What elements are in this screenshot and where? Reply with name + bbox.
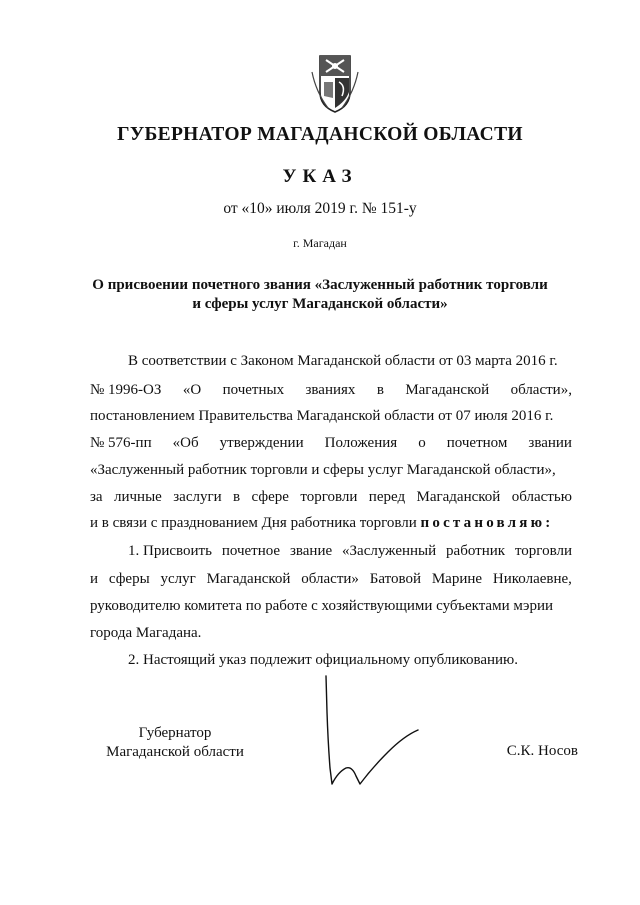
decree-heading: [60, 276, 580, 314]
word: перед: [368, 489, 406, 505]
body-line-justified: [90, 434, 572, 452]
word: Магаданской: [405, 382, 490, 398]
word: заслуги: [173, 489, 222, 505]
word: 1. Присвоить: [128, 543, 212, 559]
heading-line: О присвоении почетного звания «Заслуженный работник торговли: [92, 277, 548, 293]
word: Магаданской: [416, 489, 501, 505]
word: и: [90, 571, 99, 587]
word: в: [376, 382, 384, 398]
body-line: В соответствии с Законом Магаданской области от 03 марта 2016 г.: [128, 353, 558, 369]
word: торговли: [514, 543, 572, 559]
word: почетных: [222, 382, 285, 398]
item-1-line: города Магадана.: [90, 625, 202, 641]
handwritten-signature: [312, 672, 430, 790]
word: почетное: [221, 543, 281, 559]
word: торговли: [300, 489, 358, 505]
word: «Об: [172, 435, 199, 451]
word: области»: [301, 571, 359, 587]
word: звании: [528, 435, 572, 451]
document-type: УКАЗ: [282, 166, 358, 187]
item-2-line: 2. Настоящий указ подлежит официальному опубликованию.: [128, 652, 519, 668]
word: звание: [289, 543, 333, 559]
heading-line: и сферы услуг Магаданской области»: [192, 296, 448, 312]
word: «Заслуженный: [342, 543, 437, 559]
item-1-line: [128, 542, 572, 560]
word: области»,: [510, 382, 572, 398]
word: за: [90, 489, 103, 505]
issue-city: г. Магадан: [293, 236, 347, 250]
coat-of-arms-icon: [306, 52, 364, 114]
body-line: «Заслуженный работник торговли и сферы услуг Магаданской области»,: [90, 462, 556, 478]
word: утверждении: [219, 435, 304, 451]
body-text: и в связи с празднованием Дня работника торговли: [90, 515, 417, 531]
decree-verb: постановляю:: [420, 515, 554, 531]
word: «О: [182, 382, 202, 398]
signer-name: С.К. Носов: [506, 743, 578, 759]
body-line-justified: [90, 488, 572, 506]
word: званиях: [305, 382, 356, 398]
word: № 1996-ОЗ: [90, 382, 162, 398]
word: о: [418, 435, 426, 451]
word: Батовой: [369, 571, 422, 587]
item-1-line: руководителю комитета по работе с хозяйствующими субъектами мэрии: [90, 598, 554, 614]
issuer-title: ГУБЕРНАТОР МАГАДАНСКОЙ ОБЛАСТИ: [117, 124, 523, 145]
signer-position-line: Магаданской области: [106, 744, 244, 760]
word: № 576-пп: [90, 435, 152, 451]
word: сферы: [108, 571, 150, 587]
signer-position-line: Губернатор: [138, 725, 212, 741]
signer-position: [90, 724, 260, 762]
word: сфере: [251, 489, 289, 505]
word: работник: [446, 543, 506, 559]
body-line: [90, 514, 572, 532]
word: Магаданской: [206, 571, 291, 587]
word: Марине: [431, 571, 483, 587]
body-line-justified: [90, 381, 572, 399]
word: Николаевне,: [492, 571, 572, 587]
word: областью: [511, 489, 572, 505]
word: почетном: [446, 435, 508, 451]
word: личные: [114, 489, 162, 505]
decree-date-number: от «10» июля 2019 г. № 151-у: [223, 200, 417, 217]
word: услуг: [160, 571, 196, 587]
body-line: постановлением Правительства Магаданской области от 07 июля 2016 г.: [90, 408, 554, 424]
item-1-line: [90, 570, 572, 588]
word: в: [233, 489, 241, 505]
word: Положения: [324, 435, 398, 451]
